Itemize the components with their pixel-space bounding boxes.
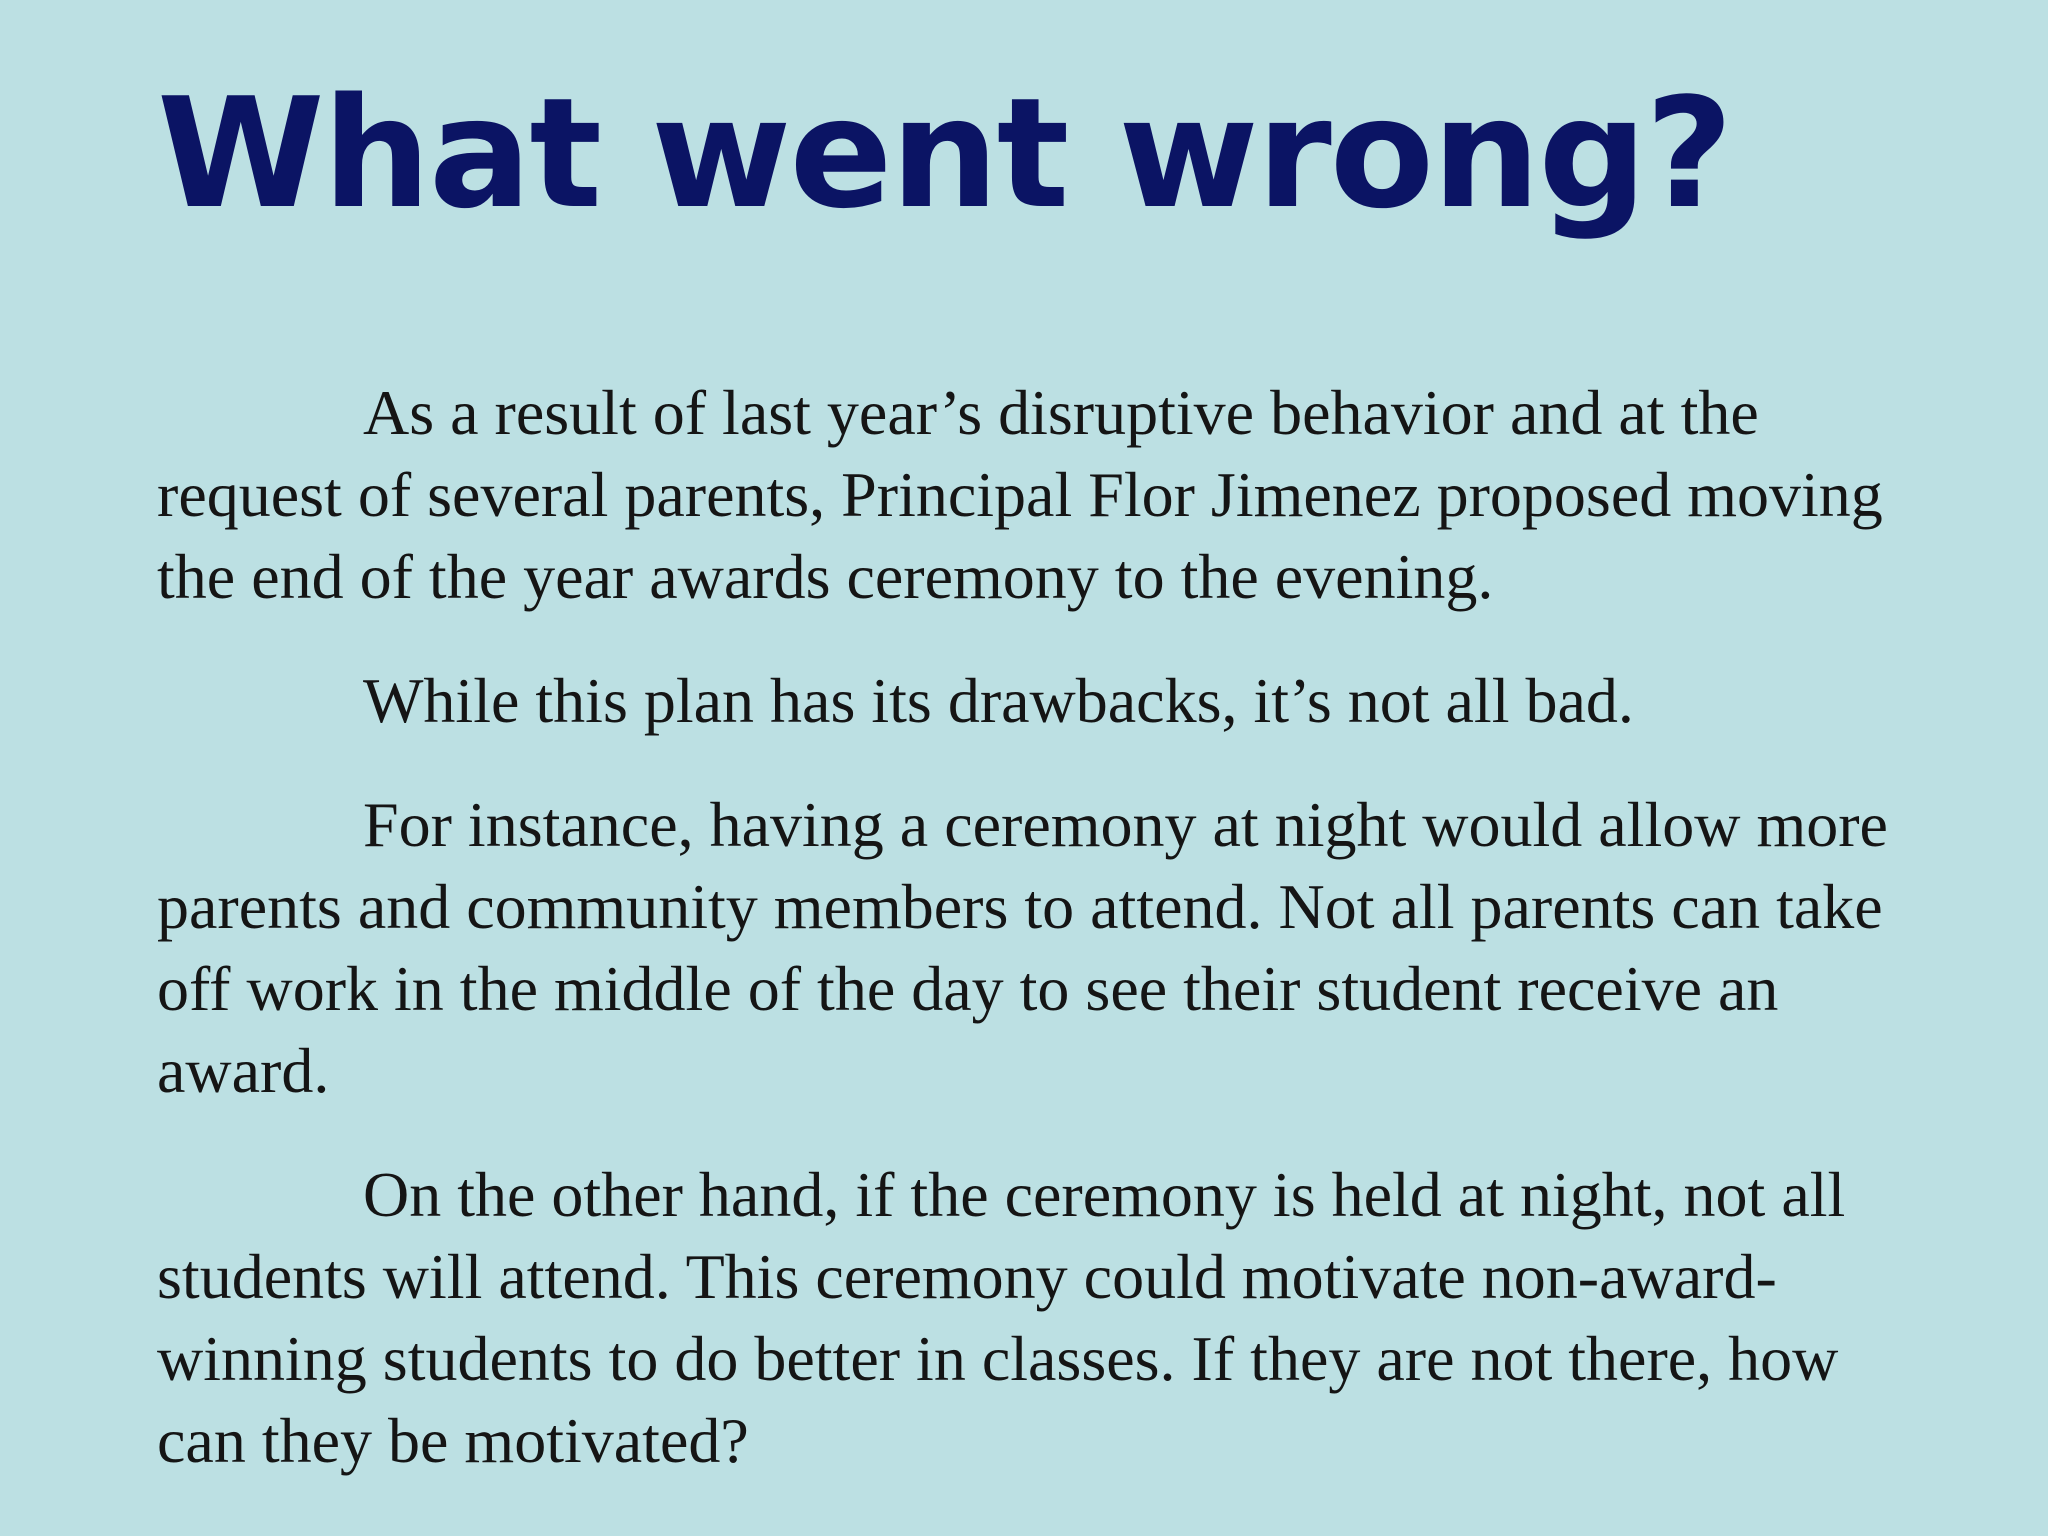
paragraph-pro-argument: For instance, having a ceremony at night would allow more parents and community members to attend. Not all parents can take off work in the middle of the day to see their student receive an award. — [157, 789, 1888, 1106]
paragraph-drawbacks: While this plan has its drawbacks, it’s not all bad. — [363, 665, 1634, 736]
slide-body — [157, 372, 1902, 1524]
slide-title: What went wrong? — [157, 65, 1732, 242]
paragraph-counter-argument: On the other hand, if the ceremony is held at night, not all students will attend. This ceremony could motivate non-award-winning students to do better in classes. If they are not there, how can they be motivated? — [157, 1159, 1846, 1476]
paragraph-intro: As a result of last year’s disruptive behavior and at the request of several parents, Principal Flor Jimenez proposed moving the end of the year awards ceremony to the evening. — [157, 377, 1883, 612]
